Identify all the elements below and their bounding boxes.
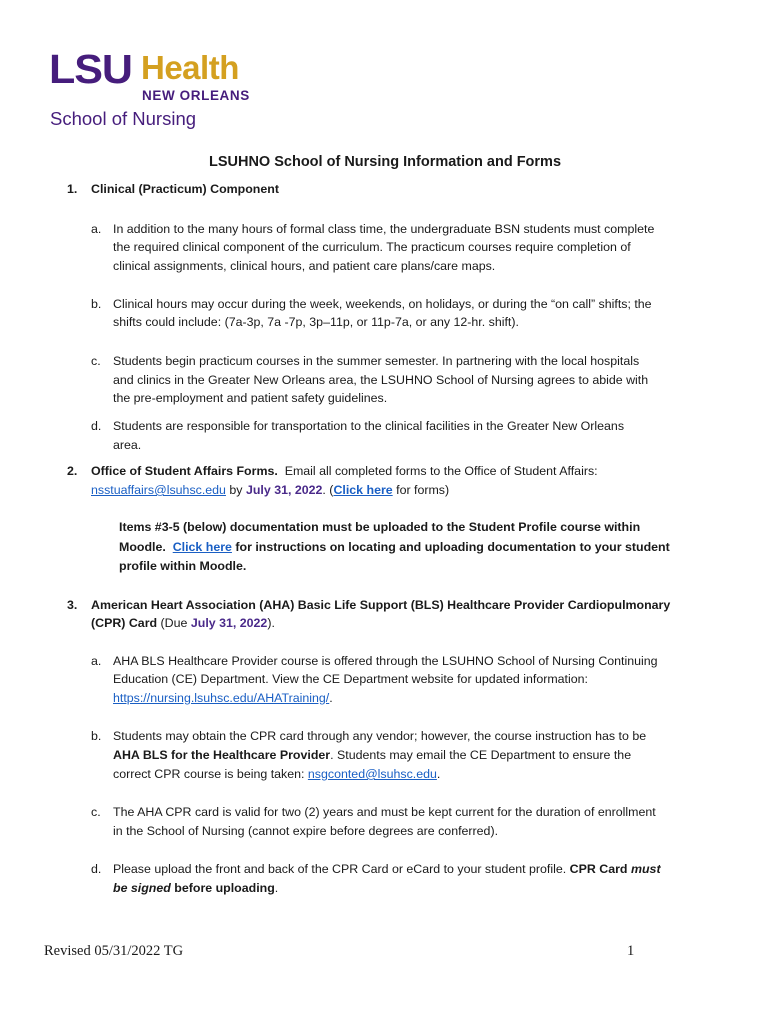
item-3a-line2: Education (CE) Department. View the CE Department website for updated information:: [113, 672, 588, 686]
item-3c-letter: c.: [91, 805, 101, 819]
section-3-due-date: July 31, 2022: [190, 616, 268, 630]
item-1b-line1: Clinical hours may occur during the week, weekends, on holidays, or during the “on call” shifts; the: [113, 297, 652, 311]
item-3d-letter: d.: [91, 862, 102, 876]
section-1-heading: Clinical (Practicum) Component: [91, 182, 279, 196]
section-3-heading-line1: American Heart Association (AHA) Basic Life Support (BLS) Healthcare Provider Cardiopulmonary: [91, 598, 671, 612]
section-2-for-forms: for forms): [396, 483, 450, 497]
logo-lsu-text: LSU: [49, 46, 132, 92]
item-3a-letter: a.: [91, 654, 102, 668]
item-1d-line1: Students are responsible for transportation to the clinical facilities in the Greater New Orleans: [113, 419, 625, 433]
item-1d-letter: d.: [91, 419, 102, 433]
item-1a-line3: clinical assignments, clinical hours, and patient care plans/care maps.: [113, 259, 496, 273]
section-3-cpr-card: (CPR) Card: [91, 616, 158, 630]
ce-department-email-link[interactable]: nsgconted@lsuhsc.edu: [307, 767, 437, 781]
item-3a-line1: AHA BLS Healthcare Provider course is offered through the LSUHNO School of Nursing Continuing: [113, 654, 658, 668]
upload-note-line3: profile within Moodle.: [119, 559, 247, 573]
page-number: 1: [627, 943, 635, 959]
item-3c-line1: The AHA CPR card is valid for two (2) years and must be kept current for the duration of enrollment: [113, 805, 656, 819]
upload-note-instructions: for instructions on locating and uploading documentation to your student: [235, 540, 670, 554]
item-1a-line1: In addition to the many hours of formal class time, the undergraduate BSN students must complete: [113, 222, 655, 236]
section-3-heading-line2: [91, 614, 275, 633]
item-3d-line1: [113, 860, 661, 879]
item-3d-line1-text: Please upload the front and back of the CPR Card or eCard to your student profile.: [113, 862, 567, 876]
section-3-due-open: (Due: [160, 616, 188, 630]
section-2-line1: [91, 462, 598, 481]
item-3a-line3: [113, 689, 333, 708]
section-2-text: Email all completed forms to the Office of Student Affairs:: [284, 464, 598, 478]
item-3d-period: .: [274, 881, 279, 895]
item-1c-line1: Students begin practicum courses in the summer semester. In partnering with the local hospitals: [113, 354, 640, 368]
student-affairs-email-link[interactable]: nsstuaffairs@lsuhsc.edu: [91, 483, 226, 497]
item-3b-line3: [113, 765, 440, 784]
section-2-due-date: July 31, 2022: [245, 483, 323, 497]
item-3b-line2: [113, 746, 631, 765]
item-1c-line2: and clinics in the Greater New Orleans area, the LSUHNO School of Nursing agrees to abide with: [113, 373, 649, 387]
upload-note-moodle: Moodle.: [119, 540, 166, 554]
upload-note-line1: Items #3-5 (below) documentation must be uploaded to the Student Profile course within: [119, 520, 641, 534]
item-3d-before-uploading: before uploading: [174, 881, 275, 895]
item-3c-line2: in the School of Nursing (cannot expire before degrees are conferred).: [113, 824, 499, 838]
logo-new-orleans-text: NEW ORLEANS: [142, 88, 250, 103]
logo-school-text: School of Nursing: [50, 108, 197, 129]
item-3d-be-signed: be signed: [113, 881, 171, 895]
item-3b-line3-text: correct CPR course is being taken:: [113, 767, 305, 781]
section-2-number: 2.: [67, 464, 78, 478]
section-2-paren: . (: [322, 483, 334, 497]
item-1d-line2: area.: [113, 438, 142, 452]
item-3b-line2-rest: . Students may email the CE Department to ensure the: [330, 748, 632, 762]
section-2-heading: Office of Student Affairs Forms.: [91, 464, 278, 478]
upload-note-line2: [119, 538, 670, 557]
aha-training-link[interactable]: https://nursing.lsuhsc.edu/AHATraining/: [113, 691, 330, 705]
logo-health-text: Health: [141, 49, 239, 86]
item-3b-line1: Students may obtain the CPR card through any vendor; however, the course instruction has to be: [113, 729, 647, 743]
revision-footer: Revised 05/31/2022 TG: [44, 943, 184, 959]
forms-click-here-link[interactable]: Click here: [333, 483, 393, 497]
section-3-due-close: ).: [267, 616, 275, 630]
page-title: LSUHNO School of Nursing Information and Forms: [208, 154, 562, 170]
item-1a-line2: the required clinical component of the curriculum. The practicum courses require completion of: [113, 240, 631, 254]
item-3a-period: .: [329, 691, 333, 705]
item-1c-letter: c.: [91, 354, 101, 368]
item-3d-line2: [113, 879, 278, 898]
item-1b-line2: shifts could include: (7a-3p, 7a -7p, 3p–11p, or 11p-7a, or any 12-hr. shift).: [113, 315, 519, 329]
section-1-number: 1.: [67, 182, 78, 196]
item-3d-cpr-card: CPR Card: [569, 862, 628, 876]
item-3b-period: .: [436, 767, 441, 781]
lsu-health-logo: [49, 46, 259, 132]
section-2-line2: [91, 481, 449, 500]
item-3d-must: must: [630, 862, 661, 876]
item-3b-aha-bls: AHA BLS for the Healthcare Provider: [113, 748, 331, 762]
section-2-by: by: [229, 483, 243, 497]
item-1b-letter: b.: [91, 297, 102, 311]
item-3b-letter: b.: [91, 729, 102, 743]
moodle-click-here-link[interactable]: Click here: [172, 540, 232, 554]
item-1a-letter: a.: [91, 222, 102, 236]
item-1c-line3: the pre-employment and patient safety guidelines.: [113, 391, 388, 405]
section-3-number: 3.: [67, 598, 78, 612]
